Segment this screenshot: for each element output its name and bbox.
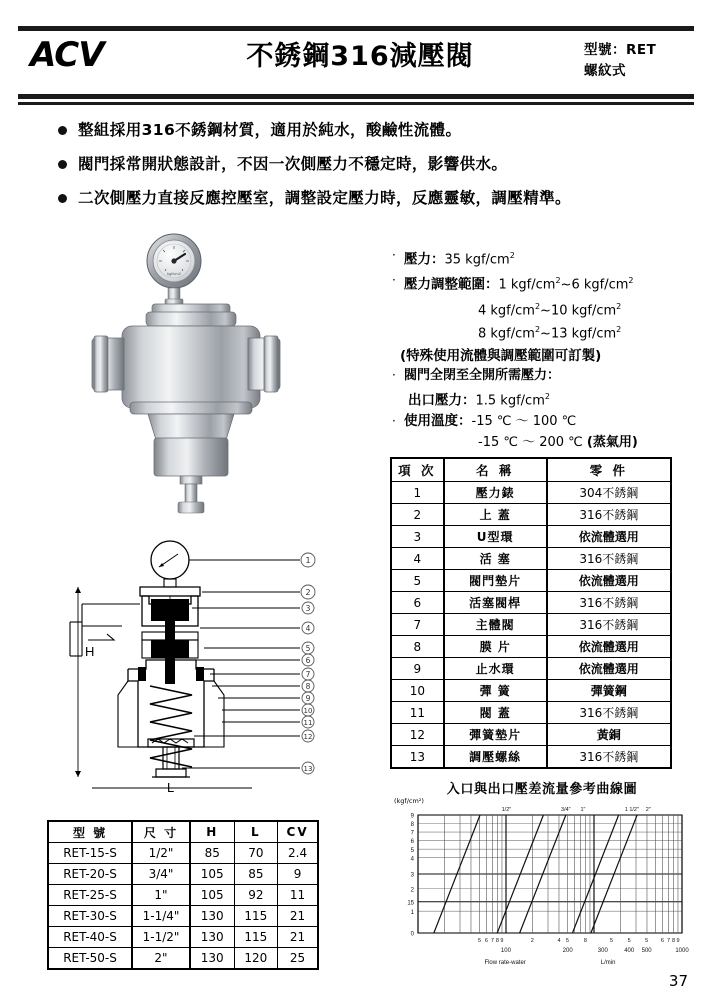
chart-x-tick-major: 100 <box>500 948 511 954</box>
chart-y-tick: 9 <box>410 813 414 820</box>
table-header-row <box>48 821 318 843</box>
table-row <box>391 570 671 592</box>
spec-temp-row-2 <box>478 433 704 452</box>
dim-h-label: H <box>85 644 95 659</box>
spec-custom-note: (特殊使用流體與調壓範圍可訂製) <box>400 348 602 365</box>
part-name: 止水環 <box>444 658 547 680</box>
part-material: 316不銹鋼 <box>547 592 671 614</box>
feature-item <box>58 188 688 208</box>
part-no: 12 <box>391 724 444 746</box>
spec-bullet-icon: · <box>392 248 396 262</box>
table-row <box>391 636 671 658</box>
part-no: 5 <box>391 570 444 592</box>
parts-header-no: 項 次 <box>391 458 444 482</box>
part-no: 6 <box>391 592 444 614</box>
chart-y-unit: (kgf/cm²) <box>394 797 424 805</box>
part-material: 316不銹鋼 <box>547 746 671 769</box>
part-material: 304不銹鋼 <box>547 482 671 504</box>
dim-l: 70 <box>234 843 278 864</box>
chart-x-tick-minor: 5 <box>477 938 482 944</box>
chart-x-tick-major: 1000 <box>675 948 689 954</box>
part-material: 316不銹鋼 <box>547 614 671 636</box>
table-row <box>391 680 671 702</box>
dim-cv: 25 <box>278 948 318 970</box>
chart-series-label: 3/4" <box>561 807 571 813</box>
spec-adjust-range <box>392 271 704 294</box>
svg-text:9: 9 <box>305 694 311 703</box>
chart-x-tick-minor: 7 <box>667 938 671 944</box>
table-row <box>48 906 318 927</box>
spec-pressure <box>392 246 704 269</box>
dim-cv: 2.4 <box>278 843 318 864</box>
spec-label: 使用溫度： <box>404 412 472 429</box>
table-row <box>391 592 671 614</box>
temp-value-2: -15 ℃ ～ 200 ℃ <box>478 434 583 450</box>
dim-model: RET-25-S <box>48 885 132 906</box>
part-material: 316不銹鋼 <box>547 548 671 570</box>
dim-size: 1" <box>132 885 190 906</box>
part-material: 依流體選用 <box>547 526 671 548</box>
spec-temperature <box>392 412 704 431</box>
part-no: 7 <box>391 614 444 636</box>
svg-text:11: 11 <box>303 719 313 727</box>
part-material: 黃銅 <box>547 724 671 746</box>
part-name: 調壓螺絲 <box>444 746 547 769</box>
chart-x-tick-minor: 8 <box>672 938 676 944</box>
flow-curve-chart <box>392 778 692 978</box>
specification-list <box>392 246 704 452</box>
chart-x-tick-major: 400 <box>624 948 635 954</box>
dim-model: RET-15-S <box>48 843 132 864</box>
parts-table <box>390 457 672 769</box>
dim-size: 1/2" <box>132 843 190 864</box>
spec-open-close <box>392 366 704 385</box>
dim-size: 1-1/2" <box>132 927 190 948</box>
part-name: 活塞閥桿 <box>444 592 547 614</box>
chart-y-tick: 0 <box>410 931 414 938</box>
dim-cv: 9 <box>278 864 318 885</box>
spec-bullet-icon: · <box>392 368 396 383</box>
temp-value-1: -15 ℃ ～ 100 ℃ <box>471 413 577 429</box>
chart-x-tick-minor: 5 <box>627 938 631 944</box>
table-row <box>391 614 671 636</box>
parts-table-body <box>391 482 671 769</box>
model-designation <box>584 40 712 82</box>
table-row <box>391 548 671 570</box>
chart-plot <box>392 801 692 981</box>
chart-x-tick-major: 200 <box>562 948 573 954</box>
svg-text:4: 4 <box>305 624 311 633</box>
table-row <box>391 504 671 526</box>
parts-header-name: 名 稱 <box>444 458 547 482</box>
part-material: 依流體選用 <box>547 570 671 592</box>
dim-cv: 11 <box>278 885 318 906</box>
chart-x-unit: L/min <box>600 960 616 966</box>
chart-x-tick-major: 500 <box>641 948 652 954</box>
chart-x-tick-minor: 9 <box>500 938 504 944</box>
brand-logo: ACV <box>30 35 104 75</box>
header-rule-bottom-1 <box>18 94 694 99</box>
chart-series-label: 1 1/2" <box>624 807 639 813</box>
dim-header-h: H <box>190 821 234 843</box>
spec-bullet-icon: · <box>392 273 396 288</box>
dim-l-label: L <box>167 780 175 795</box>
part-name: 膜 片 <box>444 636 547 658</box>
cross-section-drawing <box>52 536 352 795</box>
feature-text: 二次側壓力直接反應控壓室，調整設定壓力時，反應靈敏，調壓精準。 <box>78 189 571 208</box>
spec-outlet <box>408 387 704 411</box>
svg-text:1: 1 <box>305 556 311 565</box>
chart-x-tick-major: 300 <box>597 948 608 954</box>
part-material: 依流體選用 <box>547 658 671 680</box>
chart-x-tick-minor: 8 <box>583 938 587 944</box>
feature-item <box>58 120 688 140</box>
sup-2: 2 <box>616 324 622 334</box>
part-no: 1 <box>391 482 444 504</box>
page-number: 37 <box>668 972 688 990</box>
chart-x-tick-minor: 6 <box>660 938 664 944</box>
dim-h: 130 <box>190 906 234 927</box>
header-rule-top <box>18 26 694 31</box>
feature-text: 整組採用316不銹鋼材質，適用於純水，酸鹼性流體。 <box>78 121 462 139</box>
chart-y-tick: 6 <box>410 839 414 846</box>
sup-2: 2 <box>555 276 561 286</box>
svg-text:12: 12 <box>303 733 313 741</box>
sup-2: 2 <box>628 276 634 286</box>
part-no: 2 <box>391 504 444 526</box>
part-name: 彈簧墊片 <box>444 724 547 746</box>
dim-l: 115 <box>234 927 278 948</box>
spec-label: 出口壓力： <box>408 392 476 409</box>
part-name: 閥門墊片 <box>444 570 547 592</box>
sup-2: 2 <box>534 324 541 334</box>
dim-header-cv: CV <box>278 821 318 843</box>
product-photo <box>96 226 376 518</box>
header-rule-bottom-2 <box>18 102 694 105</box>
chart-x-tick-minor: 5 <box>645 938 649 944</box>
table-row <box>48 927 318 948</box>
parts-header-material: 零 件 <box>547 458 671 482</box>
feature-item <box>58 154 688 174</box>
table-row <box>391 526 671 548</box>
bullet-dot-icon <box>58 126 67 135</box>
dim-header-size: 尺 寸 <box>132 821 190 843</box>
chart-y-tick: 2 <box>410 887 414 894</box>
table-row <box>48 864 318 885</box>
part-no: 8 <box>391 636 444 658</box>
chart-x-tick-minor: 7 <box>490 938 494 944</box>
spec-label: 壓力調整範圍： <box>404 276 499 293</box>
table-row <box>391 658 671 680</box>
svg-text:2: 2 <box>305 588 311 597</box>
svg-text:13: 13 <box>303 765 313 773</box>
dim-h: 105 <box>190 885 234 906</box>
part-name: 主體閥 <box>444 614 547 636</box>
svg-text:5: 5 <box>305 644 311 653</box>
svg-text:kgf/cm2: kgf/cm2 <box>166 271 182 276</box>
chart-y-tick: 3 <box>410 872 414 879</box>
table-row <box>48 885 318 906</box>
dim-model: RET-50-S <box>48 948 132 970</box>
chart-title: 入口與出口壓差流量參考曲線圖 <box>446 782 638 797</box>
range-1a: 1 kgf/cm <box>498 277 556 293</box>
spec-label: 閥門全閉至全開所需壓力： <box>404 368 561 384</box>
temp-note: (蒸氣用) <box>586 434 638 450</box>
spec-bullet-icon: · <box>392 413 396 428</box>
chart-y-tick: 1 <box>410 909 414 916</box>
table-header-row <box>391 458 671 482</box>
dim-h: 85 <box>190 843 234 864</box>
spec-value: 35 kgf/cm <box>444 252 510 268</box>
dim-h: 105 <box>190 864 234 885</box>
spec-value: 1.5 kgf/cm <box>475 393 545 409</box>
page-title: 不銹鋼316減壓閥 <box>246 41 474 72</box>
dim-model: RET-20-S <box>48 864 132 885</box>
range-2b: ~10 kgf/cm <box>540 302 617 318</box>
dimension-table-body <box>48 843 318 970</box>
model-type: 螺紋式 <box>584 62 626 79</box>
spec-label: 壓力： <box>404 251 445 268</box>
sup-2: 2 <box>544 392 550 402</box>
chart-x-label: Flow rate-water <box>484 960 526 966</box>
range-3b: ~13 kgf/cm <box>540 326 617 342</box>
table-row <box>391 482 671 504</box>
dim-size: 3/4" <box>132 864 190 885</box>
part-no: 13 <box>391 746 444 769</box>
table-row <box>391 702 671 724</box>
callout-group <box>301 553 315 774</box>
model-code: 型號：RET <box>584 42 657 58</box>
part-material: 彈簧鋼 <box>547 680 671 702</box>
chart-x-tick-minor: 5 <box>609 938 614 944</box>
sup-2: 2 <box>509 251 515 260</box>
chart-x-tick-minor: 6 <box>484 938 488 944</box>
chart-series-label: 2" <box>645 807 651 813</box>
svg-text:3: 3 <box>305 604 311 613</box>
part-no: 4 <box>391 548 444 570</box>
dim-model: RET-30-S <box>48 906 132 927</box>
bullet-dot-icon <box>58 194 67 203</box>
dim-l: 120 <box>234 948 278 970</box>
part-material: 依流體選用 <box>547 636 671 658</box>
part-no: 10 <box>391 680 444 702</box>
chart-y-tick: 4 <box>410 856 414 863</box>
dim-size: 1-1/4" <box>132 906 190 927</box>
dim-model: RET-40-S <box>48 927 132 948</box>
part-name: 閥 蓋 <box>444 702 547 724</box>
chart-x-tick-minor: 9 <box>676 938 680 944</box>
dim-cv: 21 <box>278 927 318 948</box>
svg-text:8: 8 <box>305 682 311 691</box>
part-name: U型環 <box>444 526 547 548</box>
svg-text:10: 10 <box>303 707 313 715</box>
range-2a: 4 kgf/cm <box>478 302 535 318</box>
feature-text: 閥門採常開狀態設計，不因一次側壓力不穩定時，影響供水。 <box>78 155 508 174</box>
part-name: 彈 簧 <box>444 680 547 702</box>
dim-h: 130 <box>190 948 234 970</box>
chart-y-tick: 15 <box>407 900 414 907</box>
chart-x-tick-minor: 5 <box>565 938 569 944</box>
part-no: 9 <box>391 658 444 680</box>
table-row <box>48 948 318 970</box>
feature-list <box>58 120 688 222</box>
part-no: 11 <box>391 702 444 724</box>
chart-series-label: 1/2" <box>501 807 512 813</box>
spec-range-row-3 <box>478 320 704 343</box>
chart-series-label: 1" <box>580 807 586 813</box>
table-row <box>48 843 318 864</box>
dim-size: 2" <box>132 948 190 970</box>
chart-y-tick: 5 <box>410 847 414 854</box>
sup-2: 2 <box>534 301 541 311</box>
dimension-table <box>47 820 319 970</box>
part-name: 上 蓋 <box>444 504 547 526</box>
chart-x-tick-minor: 2 <box>530 938 534 944</box>
chart-x-tick-minor: 4 <box>557 938 561 944</box>
spec-range-row-2 <box>478 297 704 320</box>
range-3a: 8 kgf/cm <box>478 326 535 342</box>
part-material: 316不銹鋼 <box>547 504 671 526</box>
dim-header-model: 型 號 <box>48 821 132 843</box>
svg-text:6: 6 <box>305 656 311 665</box>
chart-x-tick-minor: 8 <box>495 938 499 944</box>
sup-2: 2 <box>616 301 622 311</box>
range-1b: ~6 kgf/cm <box>560 277 629 293</box>
dim-cv: 21 <box>278 906 318 927</box>
chart-y-tick: 7 <box>410 830 414 837</box>
part-material: 316不銹鋼 <box>547 702 671 724</box>
dim-h: 130 <box>190 927 234 948</box>
dim-l: 115 <box>234 906 278 927</box>
dim-l: 92 <box>234 885 278 906</box>
part-name: 壓力錶 <box>444 482 547 504</box>
table-row <box>391 724 671 746</box>
svg-text:7: 7 <box>305 670 311 679</box>
chart-y-tick: 8 <box>410 822 414 829</box>
table-row <box>391 746 671 769</box>
part-no: 3 <box>391 526 444 548</box>
dim-l: 85 <box>234 864 278 885</box>
dim-header-l: L <box>234 821 278 843</box>
part-name: 活 塞 <box>444 548 547 570</box>
bullet-dot-icon <box>58 160 67 169</box>
